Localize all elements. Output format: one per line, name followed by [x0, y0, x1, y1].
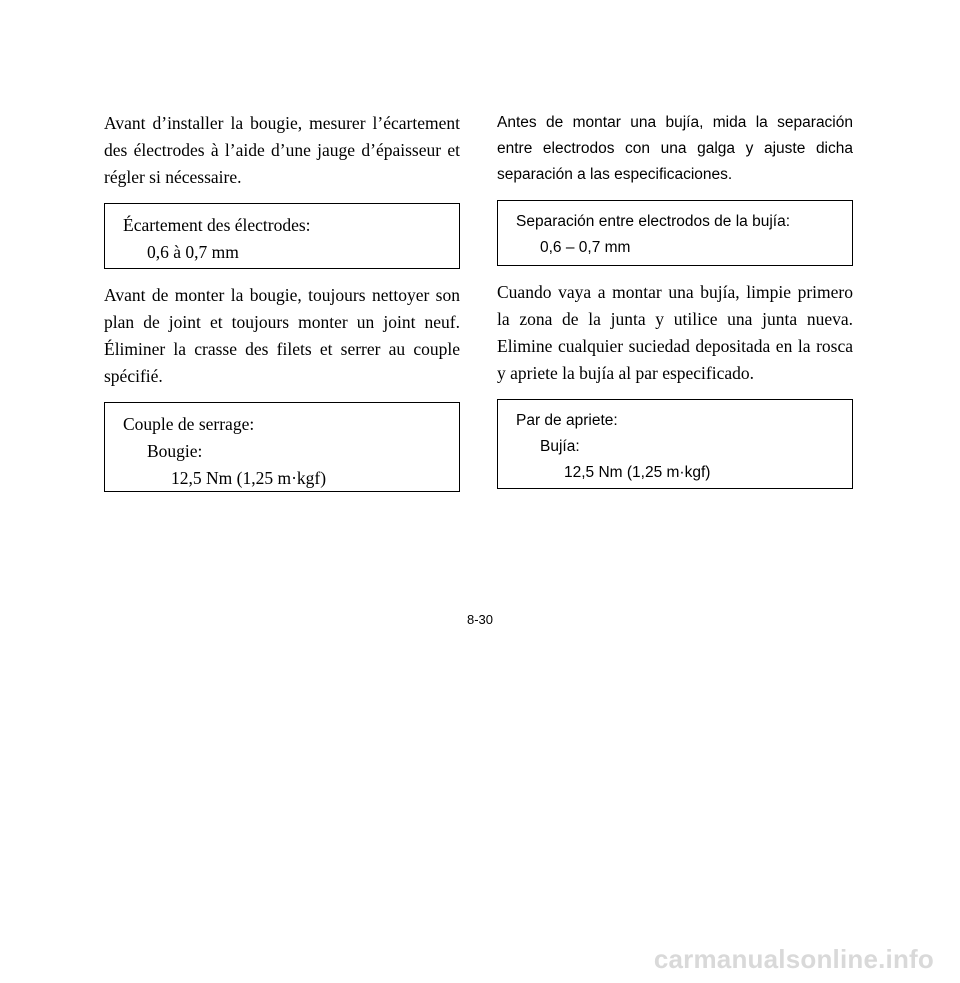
- french-electrode-gap-value: 0,6 à 0,7 mm: [147, 242, 239, 262]
- french-electrode-gap-label: Écartement des électrodes:: [123, 215, 311, 235]
- spanish-torque-spec-box: [497, 399, 853, 489]
- french-torque-item: Bougie:: [147, 441, 203, 461]
- french-torque-spec-box: [104, 402, 460, 492]
- french-electrode-gap-spec-box: [104, 203, 460, 269]
- watermark: carmanualsonline.info: [653, 944, 934, 974]
- french-installation-paragraph: Avant de monter la bougie, toujours nettoyer son plan de joint et toujours monter un joint neuf. Éliminer la crasse des filets et serrer au couple spécifié.: [104, 285, 460, 386]
- spanish-electrode-gap-spec-box: [497, 200, 853, 266]
- page-number: 8-30: [466, 612, 494, 627]
- spanish-column: [497, 110, 853, 489]
- french-torque-label: Couple de serrage:: [123, 414, 255, 434]
- spanish-torque-label: Par de apriete:: [516, 412, 618, 429]
- spanish-electrode-gap-value: 0,6 – 0,7 mm: [540, 239, 631, 256]
- french-column: [104, 110, 460, 492]
- spanish-installation-paragraph: Cuando vaya a montar una bujía, limpie primero la zona de la junta y utilice una junta nueva. Elimine cualquier suciedad depositada en la rosca y apriete la bujía al par especificado.: [497, 282, 853, 383]
- spanish-torque-item: Bujía:: [540, 438, 580, 455]
- spanish-torque-value: 12,5 Nm (1,25 m·kgf): [564, 464, 711, 481]
- french-torque-value: 12,5 Nm (1,25 m·kgf): [171, 468, 327, 488]
- french-intro-paragraph: Avant d’installer la bougie, mesurer l’écartement des électrodes à l’aide d’une jauge d’épaisseur et régler si nécessaire.: [104, 113, 460, 187]
- spanish-intro-paragraph: Antes de montar una bujía, mida la separación entre electrodos con una galga y ajuste dicha separación a las especificaciones.: [497, 114, 853, 183]
- spanish-electrode-gap-label: Separación entre electrodos de la bujía:: [516, 213, 791, 230]
